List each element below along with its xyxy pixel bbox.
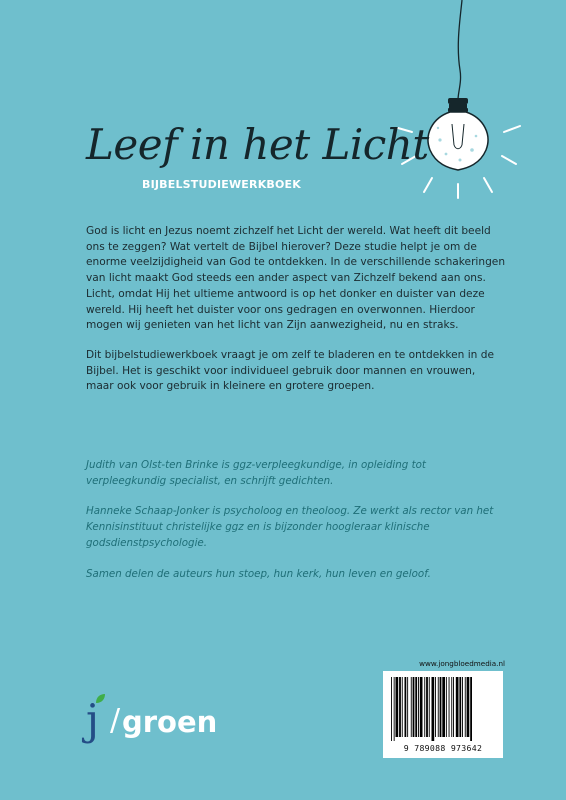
book-title: Leef in het Licht — [86, 120, 429, 169]
book-subtitle: BIJBELSTUDIEWERKBOEK — [142, 178, 301, 191]
author-bios — [86, 458, 506, 597]
logo-slash: / — [110, 703, 121, 738]
author-bio-2: Hanneke Schaap-Jonker is psycholoog en theoloog. Ze werkt als rector van het Kennisinstituut christelijke ggz en is bijzonder hoogleraar klinische godsdienstpsychologie. — [86, 505, 494, 549]
barcode-bars — [390, 677, 498, 741]
isbn-number: 9 789088 973642 — [403, 743, 483, 753]
blurb-paragraph-2: Dit bijbelstudiewerkboek vraagt je om zelf te bladeren en te ontdekken in de Bijbel. Het is geschikt voor individueel gebruik door mannen en vrouwen, maar ook voor gebruik in kleinere en grotere groepen. — [86, 348, 495, 393]
blurb — [86, 224, 506, 409]
logo-wordmark: groen — [122, 705, 218, 739]
logo-mark: j — [86, 695, 100, 744]
barcode — [383, 671, 503, 758]
blurb-paragraph-1: God is licht en Jezus noemt zichzelf het Licht der wereld. Wat heeft dit beeld ons te zeggen? Wat vertelt de Bijbel hierover? Deze studie helpt je om de enorme veelzijdigheid van God te ontdekken. In de verschillende schakeringen van licht maakt God steeds een ander aspect van Zichzelf bekend aan ons. Licht, omdat Hij het ultieme antwoord is op het donker en duister van deze wereld. Hij heeft het duister voor ons gedragen en overwonnen. Hierdoor mogen wij genieten van het licht van Zijn aanwezigheid, nu en straks. — [86, 225, 506, 332]
light-bulb-icon — [390, 0, 530, 200]
author-bio-1: Judith van Olst-ten Brinke is ggz-verpleegkundige, in opleiding tot verpleegkundig specialist, en schrijft gedichten. — [86, 459, 426, 487]
authors-closing: Samen delen de auteurs hun stoep, hun kerk, hun leven en geloof. — [86, 567, 431, 580]
publisher-website: www.jongbloedmedia.nl — [419, 659, 505, 668]
